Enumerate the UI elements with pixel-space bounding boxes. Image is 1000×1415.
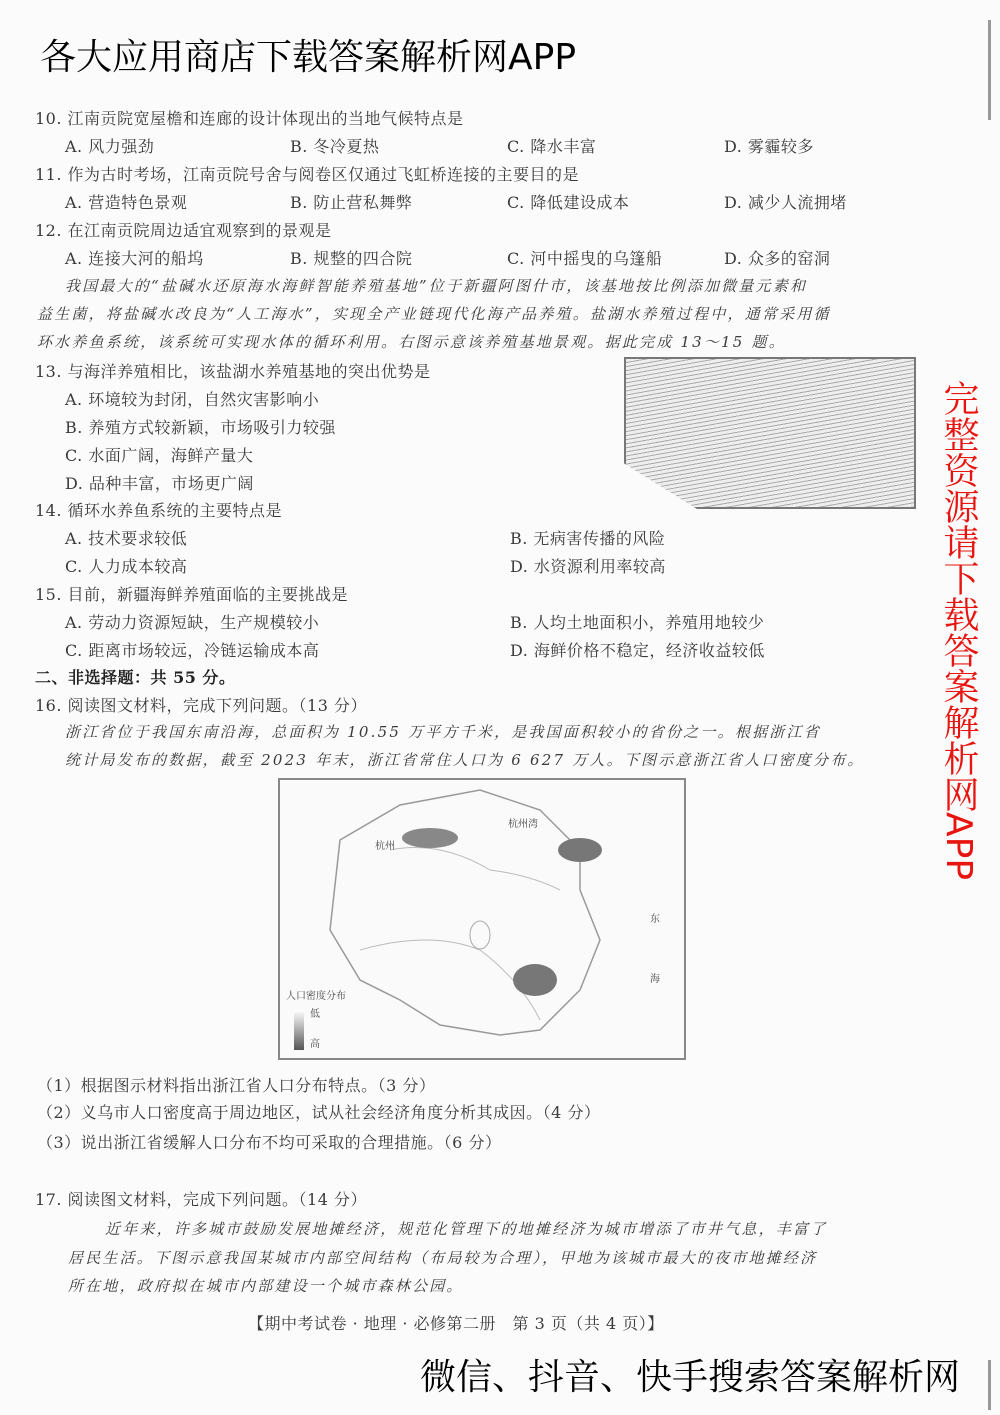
label-hangzhou: 杭州 — [375, 841, 395, 852]
q10-option-c: C. 降水丰富 — [507, 137, 597, 156]
q10-option-a: A. 风力强劲 — [65, 137, 155, 156]
q14-option-d: D. 水资源利用率较高 — [510, 557, 666, 576]
q14-stem: 14. 循环水养鱼系统的主要特点是 — [35, 501, 283, 520]
aquaculture-base-photo — [624, 357, 916, 509]
q10-stem: 10. 江南贡院宽屋檐和连廊的设计体现出的当地气候特点是 — [35, 109, 464, 128]
page-footer: 【期中考试卷 · 地理 · 必修第二册 第 3 页（共 4 页）】 — [248, 1314, 664, 1333]
passage-line: 我国最大的“盐碱水还原海水海鲜智能养殖基地”位于新疆阿图什市，该基地按比例添加微量元素和 — [65, 277, 808, 295]
q13-option-c: C. 水面广阔，海鲜产量大 — [65, 446, 254, 465]
label-hangzhou-bay: 杭州湾 — [508, 819, 538, 830]
watermark-bottom: 微信、抖音、快手搜索答案解析网 — [420, 1357, 961, 1398]
label-sea: 海 — [650, 974, 660, 985]
q11-option-c: C. 降低建设成本 — [507, 193, 630, 212]
q12-option-d: D. 众多的窑洞 — [724, 249, 831, 268]
label-east: 东 — [650, 914, 660, 925]
section-2-heading: 二、非选择题：共 55 分。 — [35, 668, 236, 687]
q13-option-a: A. 环境较为封闭，自然灾害影响小 — [65, 390, 320, 409]
q14-option-b: B. 无病害传播的风险 — [510, 529, 666, 548]
q15-stem: 15. 目前，新疆海鲜养殖面临的主要挑战是 — [35, 585, 349, 604]
q16-sub-1: （1）根据图示材料指出浙江省人口分布特点。（3 分） — [37, 1076, 436, 1095]
q16-sub-3: （3）说出浙江省缓解人口分布不均可采取的合理措施。（6 分） — [37, 1133, 502, 1152]
q11-option-b: B. 防止营私舞弊 — [290, 193, 413, 212]
q15-option-b: B. 人均土地面积小，养殖用地较少 — [510, 613, 765, 632]
map-outline — [280, 780, 684, 1058]
legend-low: 低 — [310, 1009, 320, 1020]
q14-option-a: A. 技术要求较低 — [65, 529, 188, 548]
q15-option-d: D. 海鲜价格不稳定，经济收益较低 — [510, 641, 765, 660]
watermark-center: 完整资源请下载答案解析网APP — [938, 380, 979, 881]
q16-sub-2: （2）义乌市人口密度高于周边地区，试从社会经济角度分析其成因。（4 分） — [37, 1103, 601, 1122]
legend-high: 高 — [310, 1039, 320, 1050]
q12-option-b: B. 规整的四合院 — [290, 249, 413, 268]
q13-stem: 13. 与海洋养殖相比，该盐湖水养殖基地的突出优势是 — [35, 362, 431, 381]
scan-edge — [988, 20, 991, 120]
scan-edge — [988, 1360, 991, 1410]
passage-line: 环水养鱼系统，该系统可实现水体的循环利用。右图示意该养殖基地景观。据此完成 13～15 题。 — [37, 333, 786, 351]
q17-passage-line: 所在地，政府拟在城市内部建设一个城市森林公园。 — [68, 1277, 464, 1295]
q15-option-c: C. 距离市场较远，冷链运输成本高 — [65, 641, 320, 660]
q11-option-d: D. 减少人流拥堵 — [724, 193, 847, 212]
q16-passage-line: 统计局发布的数据，截至 2023 年末，浙江省常住人口为 6 627 万人。下图示意浙江省人口密度分布。 — [65, 751, 865, 769]
q15-option-a: A. 劳动力资源短缺，生产规模较小 — [65, 613, 320, 632]
q10-option-b: B. 冬冷夏热 — [290, 137, 380, 156]
q17-passage-line: 近年来，许多城市鼓励发展地摊经济，规范化管理下的地摊经济为城市增添了市井气息，丰富了 — [105, 1220, 828, 1238]
q10-option-d: D. 雾霾较多 — [724, 137, 814, 156]
q12-stem: 12. 在江南贡院周边适宜观察到的景观是 — [35, 221, 332, 240]
q13-option-b: B. 养殖方式较新颖，市场吸引力较强 — [65, 418, 336, 437]
q11-stem: 11. 作为古时考场，江南贡院号舍与阅卷区仅通过飞虹桥连接的主要目的是 — [35, 165, 580, 184]
q17-passage-line: 居民生活。下图示意我国某城市内部空间结构（布局较为合理），甲地为该城市最大的夜市地摊经济 — [68, 1249, 818, 1267]
passage-line: 益生菌，将盐碱水改良为“人工海水”，实现全产业链现代化海产品养殖。盐湖水养殖过程中，通常采用循 — [37, 305, 831, 323]
q12-option-c: C. 河中摇曳的乌篷船 — [507, 249, 663, 268]
q13-option-d: D. 品种丰富，市场更广阔 — [65, 474, 254, 493]
q16-stem: 16. 阅读图文材料，完成下列问题。（13 分） — [35, 696, 367, 715]
watermark-top: 各大应用商店下载答案解析网APP — [40, 37, 577, 78]
q11-option-a: A. 营造特色景观 — [65, 193, 188, 212]
q14-option-c: C. 人力成本较高 — [65, 557, 188, 576]
q17-stem: 17. 阅读图文材料，完成下列问题。（14 分） — [35, 1190, 367, 1209]
q16-passage-line: 浙江省位于我国东南沿海，总面积为 10.55 万平方千米，是我国面积较小的省份之一。根据浙江省 — [65, 723, 821, 741]
zhejiang-population-density-map — [278, 778, 686, 1060]
q12-option-a: A. 连接大河的船坞 — [65, 249, 204, 268]
legend-title: 人口密度分布 — [286, 991, 346, 1002]
